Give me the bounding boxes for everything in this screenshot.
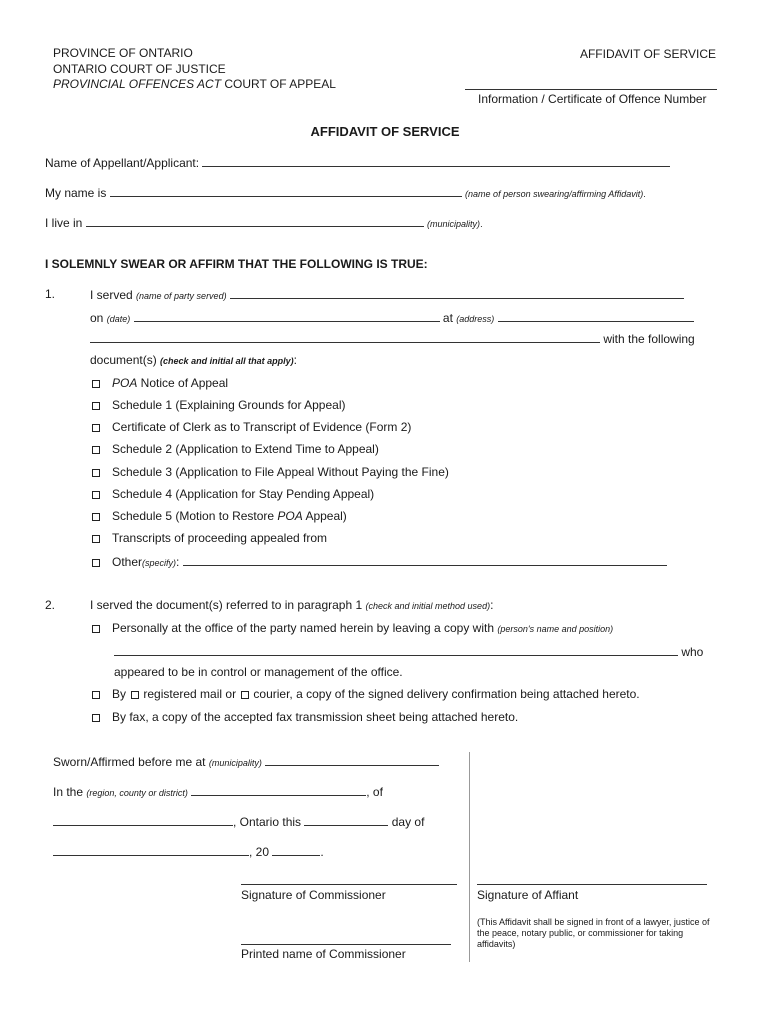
in-the-label: In the (53, 785, 84, 799)
schedule5-italic: POA (277, 509, 303, 523)
poa-label: Notice of Appeal (137, 376, 229, 390)
docs-label: document(s) (90, 353, 157, 367)
page-title: AFFIDAVIT OF SERVICE (310, 124, 460, 139)
name-row (45, 185, 646, 200)
p2-row (90, 598, 493, 612)
live-hint: (municipality) (427, 219, 481, 229)
doc-item-s3 (92, 465, 449, 479)
name-tail: . (643, 189, 646, 199)
on-label: on (90, 311, 104, 325)
affiant-note: (This Affidavit shall be signed in front of a lawyer, justice of the peace, notary public, or commissioner for taking affidavits) (477, 917, 710, 949)
method-fax (92, 710, 518, 724)
month-field[interactable] (53, 844, 249, 856)
header-form-title: AFFIDAVIT OF SERVICE (579, 47, 716, 61)
mail-courier-checkbox[interactable] (92, 691, 100, 699)
poa-italic: POA (112, 376, 138, 390)
doc-item-other (92, 554, 667, 569)
deponent-name-field[interactable] (110, 185, 462, 197)
sworn-label: Sworn/Affirmed before me at (53, 755, 206, 769)
personally-hint: (person's name and position) (497, 624, 614, 634)
address-field-2[interactable] (90, 331, 600, 343)
day-field[interactable] (304, 814, 388, 826)
doc-item-s4 (92, 487, 374, 501)
who-label: who (681, 645, 704, 659)
address-field-1[interactable] (498, 310, 694, 322)
doc-item-cert (92, 420, 411, 434)
person-name-position-field[interactable] (114, 644, 678, 656)
certificate-label: Certificate of Clerk as to Transcript of Evidence (Form 2) (112, 420, 412, 434)
schedule3-label: Schedule 3 (Application to File Appeal Without Paying the Fine) (112, 465, 449, 479)
docs-hint: (check and initial all that apply) (160, 356, 294, 366)
schedule5-checkbox[interactable] (92, 513, 100, 521)
schedule2-label: Schedule 2 (Application to Extend Time to Appeal) (112, 442, 379, 456)
header-province: PROVINCE OF ONTARIO (53, 46, 193, 60)
offence-number-label: Information / Certificate of Offence Number (478, 92, 707, 106)
live-row (45, 215, 483, 230)
region-field[interactable] (191, 784, 366, 796)
day-of-label: day of (391, 815, 425, 829)
fax-checkbox[interactable] (92, 714, 100, 722)
schedule1-checkbox[interactable] (92, 402, 100, 410)
service-date-field[interactable] (134, 310, 440, 322)
municipality-field[interactable] (86, 215, 424, 227)
docs-tail: : (293, 353, 297, 367)
fax-label: By fax, a copy of the accepted fax transmission sheet being attached hereto. (112, 710, 519, 724)
schedule3-checkbox[interactable] (92, 469, 100, 477)
p1-served-row (90, 287, 684, 302)
signature-divider (469, 752, 470, 962)
schedule2-checkbox[interactable] (92, 446, 100, 454)
appellant-label: Name of Appellant/Applicant: (45, 156, 200, 170)
affiant-signature-line[interactable] (477, 884, 707, 885)
header-court: ONTARIO COURT OF JUSTICE (53, 62, 226, 76)
act-court: COURT OF APPEAL (221, 77, 336, 91)
person-row (114, 644, 703, 659)
schedule4-checkbox[interactable] (92, 491, 100, 499)
address-hint: (address) (456, 314, 495, 324)
region-row (53, 784, 383, 799)
commissioner-printed-name-line[interactable] (241, 944, 451, 945)
ontario-this-label: , Ontario this (233, 815, 302, 829)
sworn-row (53, 754, 439, 769)
p1-address-row (90, 331, 695, 346)
other-hint: (specify) (142, 558, 177, 568)
poa-notice-checkbox[interactable] (92, 380, 100, 388)
swear-heading: I SOLEMNLY SWEAR OR AFFIRM THAT THE FOLLOWING IS TRUE: (45, 257, 428, 271)
p2-number: 2. (45, 598, 56, 612)
year-dot: . (320, 845, 324, 859)
commissioner-printed-name-label: Printed name of Commissioner (241, 947, 406, 961)
date-hint: (date) (106, 314, 131, 324)
sworn-municipality-field[interactable] (265, 754, 439, 766)
other-label: Other (112, 555, 143, 569)
p2-tail: : (490, 598, 494, 612)
registered-label: registered mail or (143, 687, 237, 701)
affiant-signature-label: Signature of Affiant (477, 888, 579, 902)
transcripts-label: Transcripts of proceeding appealed from (112, 531, 328, 545)
live-tail: . (480, 219, 483, 229)
method-personally (92, 621, 613, 635)
certificate-checkbox[interactable] (92, 424, 100, 432)
personally-label: Personally at the office of the party named herein by leaving a copy with (112, 621, 495, 635)
party-hint: (name of party served) (136, 291, 227, 301)
header-act (53, 77, 336, 91)
courier-label: courier, a copy of the signed delivery confirmation being attached hereto. (253, 687, 640, 701)
doc-item-s2 (92, 442, 379, 456)
p2-hint: (check and initial method used) (365, 601, 491, 611)
transcripts-checkbox[interactable] (92, 535, 100, 543)
place-field[interactable] (53, 814, 233, 826)
p1-served-label: I served (90, 288, 133, 302)
commissioner-signature-line[interactable] (241, 884, 457, 885)
region-hint: (region, county or district) (86, 788, 188, 798)
method-mail-courier (92, 687, 640, 701)
party-served-field[interactable] (230, 287, 684, 299)
by-label: By (112, 687, 127, 701)
following-label: with the following (603, 332, 695, 346)
live-label: I live in (45, 216, 83, 230)
schedule5-label-b: Appeal) (302, 509, 347, 523)
appellant-name-field[interactable] (202, 155, 670, 167)
personally-checkbox[interactable] (92, 625, 100, 633)
day-row (53, 814, 424, 829)
year-row (53, 844, 324, 859)
twenty-label: , 20 (249, 845, 270, 859)
schedule4-label: Schedule 4 (Application for Stay Pending Appeal) (112, 487, 375, 501)
name-label: My name is (45, 186, 107, 200)
courier-checkbox[interactable] (241, 691, 249, 699)
of-label: , of (366, 785, 383, 799)
doc-item-s1 (92, 398, 345, 412)
schedule1-label: Schedule 1 (Explaining Grounds for Appeal) (112, 398, 346, 412)
offence-number-line[interactable] (465, 89, 717, 90)
registered-mail-checkbox[interactable] (131, 691, 139, 699)
other-checkbox[interactable] (92, 559, 100, 567)
appeared-text: appeared to be in control or management of the office. (114, 665, 403, 679)
other-tail: : (176, 555, 180, 569)
act-name: PROVINCIAL OFFENCES ACT (53, 77, 222, 91)
p1-number: 1. (45, 287, 56, 301)
doc-item-transcripts (92, 531, 327, 545)
commissioner-signature-label: Signature of Commissioner (241, 888, 386, 902)
schedule5-label-a: Schedule 5 (Motion to Restore (112, 509, 278, 523)
sworn-muni-hint: (municipality) (208, 758, 262, 768)
doc-item-s5 (92, 509, 347, 523)
at-label: at (442, 311, 453, 325)
name-hint: (name of person swearing/affirming Affidavit) (465, 189, 644, 199)
p1-docs-row (90, 353, 297, 367)
p1-on-row (90, 310, 694, 325)
other-specify-field[interactable] (183, 554, 667, 566)
doc-item-poa (92, 376, 228, 390)
p2-text: I served the document(s) referred to in paragraph 1 (90, 598, 363, 612)
appellant-row (45, 155, 670, 170)
year-field[interactable] (272, 844, 320, 856)
